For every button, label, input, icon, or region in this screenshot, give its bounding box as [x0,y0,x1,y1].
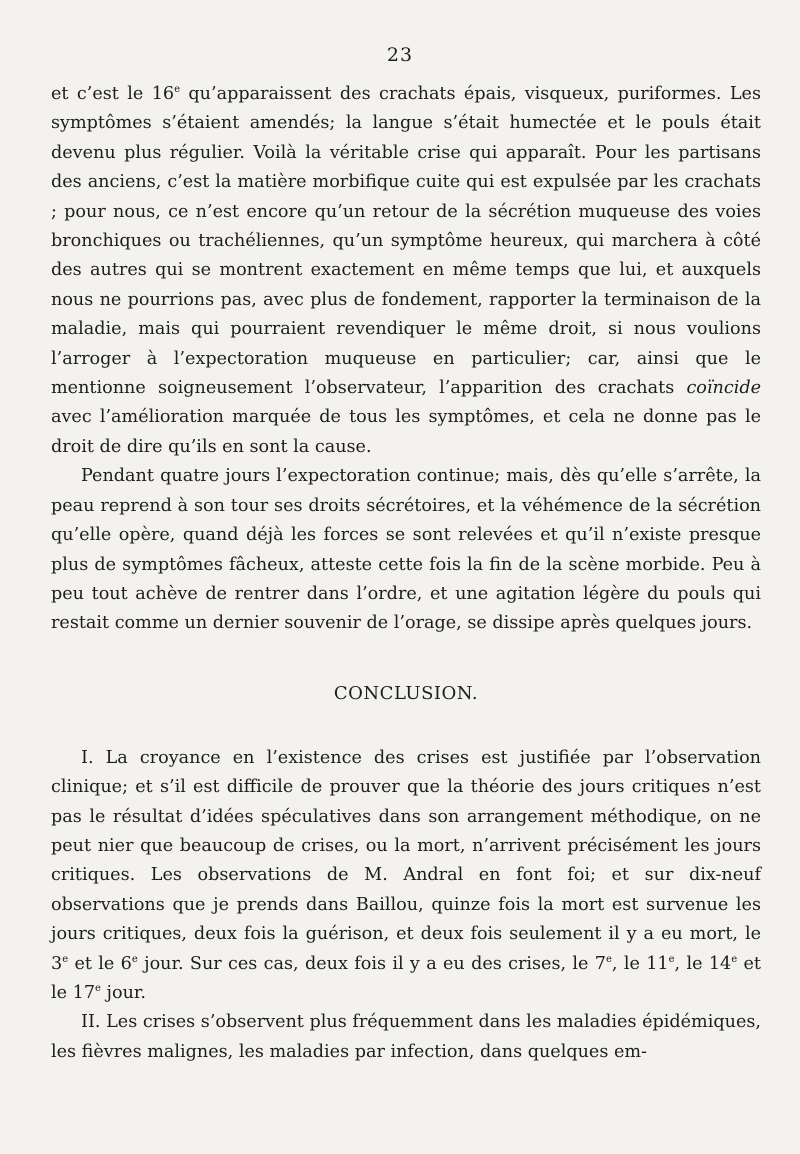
p3-text-b: et le 6 [68,953,132,974]
p3-text-e: , le 14 [674,953,732,974]
p3-ordinal: e [606,953,612,965]
p3-text-d: , le 11 [611,953,669,974]
p1-emphasis: coïncide [686,378,761,399]
body-text [51,80,761,1067]
p3-ordinal: e [95,983,101,995]
paragraph-2: Pendant quatre jours l’expectoration continue; mais, dès qu’elle s’arrête, la peau reprend à son tour ses droits sécrétoires, et la véhémence de la sécrétion qu’elle opère, quand déjà les forces se sont relevées et qu’il n’existe presque plus de symptômes fâcheux, atteste cette fois la fin de la scène morbide. Peu à peu tout achève de rentrer dans l’ordre, et une agitation légère du pouls qui restait comme un dernier souvenir de l’orage, se dissipe après quelques jours. [51,466,761,634]
p1-text-c: avec l’amélioration marquée de tous les symptômes, et cela ne donne pas le droit de dire qu’ils en sont la cause. [51,407,761,457]
p3-ordinal: e [62,953,69,965]
p3-text-c: jour. Sur ces cas, deux fois il y a eu des crises, le 7 [137,953,606,974]
paragraph-3 [51,744,761,1009]
p1-text-a: et c’est le 16 [51,84,175,104]
p3-text-g: jour. [100,982,146,1003]
p3-text-f: et le 17 [51,953,761,1003]
paragraph-1 [51,80,761,462]
p3-text-a: I. La croyance en l’existence des crises est justifiée par l’observation clinique; et s’il est difficile de prouver que la théorie des jours critiques n’est pas le résultat d’idées spéculatives dans son arrangement méthodique, on ne peut nier que beaucoup de crises, ou la mort, n’arrivent précisément les jours critiques. Les observations de M. Andral en font foi; et sur dix-neuf observations que je prends dans Baillou, quinze fois la mort est survenue les jours critiques, deux fois la guérison, et deux fois seulement il y a eu mort, le 3 [51,747,761,974]
p3-ordinal: e [131,953,138,965]
section-heading: CONCLUSION. [333,682,479,704]
paragraph-4: II. Les crises s’observent plus fréquemment dans les maladies épidémiques, les fièvres malignes, les maladies par infection, dans quelques em- [51,1012,761,1062]
p3-ordinal: e [668,953,675,965]
p1-ordinal: e [174,84,180,96]
p3-ordinal: e [731,953,738,965]
page-number: 23 [386,44,414,66]
p1-text-b: qu’apparaissent des crachats épais, visqueux, puriformes. Les symptômes s’étaient amendés; la langue s’était humectée et le pouls était devenu plus régulier. Voilà la véritable crise qui apparaît. Pour les partisans des anciens, c’est la matière morbifique cuite qui est expulsée par les crachats ; pour nous, ce n’est encore qu’un retour de la sécrétion muqueuse des voies bronchiques ou trachéliennes, qu’un symptôme heureux, qui marchera à côté des autres qui se montrent exactement en même temps que lui, et auxquels nous ne pourrions pas, avec plus de fondement, rapporter la terminaison de la maladie, mais qui pourraient revendiquer le même droit, si nous voulions l’arroger à l’expectoration muqueuse en particulier; car, ainsi que le mentionne soigneusement l’observateur, l’apparition des crachats [51,84,761,399]
